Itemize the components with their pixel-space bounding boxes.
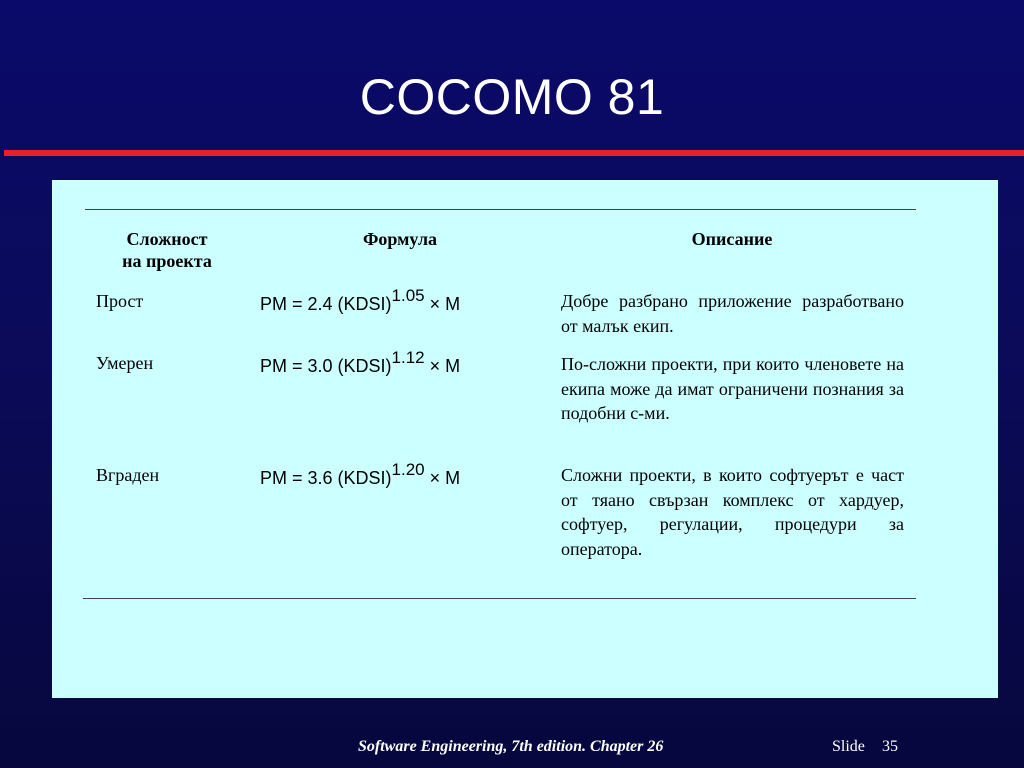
- footer-slide-label: Slide: [832, 738, 865, 755]
- row-description-simple: Добре разбрано приложение разработвано от малък екип.: [561, 291, 904, 336]
- slide-title: COCOMO 81: [359, 69, 665, 125]
- header-complexity-line2: на проекта: [122, 251, 212, 271]
- formula-base: PM = 3.0 (KDSI): [260, 356, 392, 376]
- footer-slide-number: 35: [882, 738, 898, 755]
- formula-exponent: 1.12: [391, 348, 425, 367]
- formula-exponent: 1.05: [391, 286, 425, 305]
- row-formula-moderate: [260, 348, 461, 377]
- formula-tail: × M: [424, 294, 461, 314]
- formula-tail: × M: [424, 356, 461, 376]
- header-description: Описание: [691, 229, 773, 249]
- row-type-simple: Прост: [96, 291, 144, 311]
- row-type-moderate: Умерен: [96, 353, 154, 373]
- header-complexity-line1: Сложност: [126, 229, 208, 249]
- header-complexity: [92, 228, 242, 272]
- row-formula-embedded: [260, 460, 461, 489]
- row-formula-simple: [260, 286, 461, 315]
- row-description-moderate: По-сложни проекти, при които членовете на екипа може да имат ограничени познания за подобни с-ми.: [561, 354, 904, 423]
- row-description-embedded: Сложни проекти, в които софтуерът е част от тяано свързан комплекс от хардуер, софтуер, регулации, процедури за оператора.: [561, 465, 904, 559]
- footer-book-title: Software Engineering, 7th edition. Chapter 26: [358, 738, 664, 755]
- title-divider: [4, 150, 1024, 156]
- table-bottom-rule: [83, 598, 916, 599]
- header-formula: Формула: [362, 229, 438, 249]
- content-panel: [52, 180, 998, 698]
- table-top-rule: [85, 209, 916, 210]
- formula-tail: × M: [424, 468, 461, 488]
- formula-base: PM = 3.6 (KDSI): [260, 468, 392, 488]
- row-type-embedded: Вграден: [96, 465, 160, 485]
- formula-base: PM = 2.4 (KDSI): [260, 294, 392, 314]
- formula-exponent: 1.20: [391, 460, 425, 479]
